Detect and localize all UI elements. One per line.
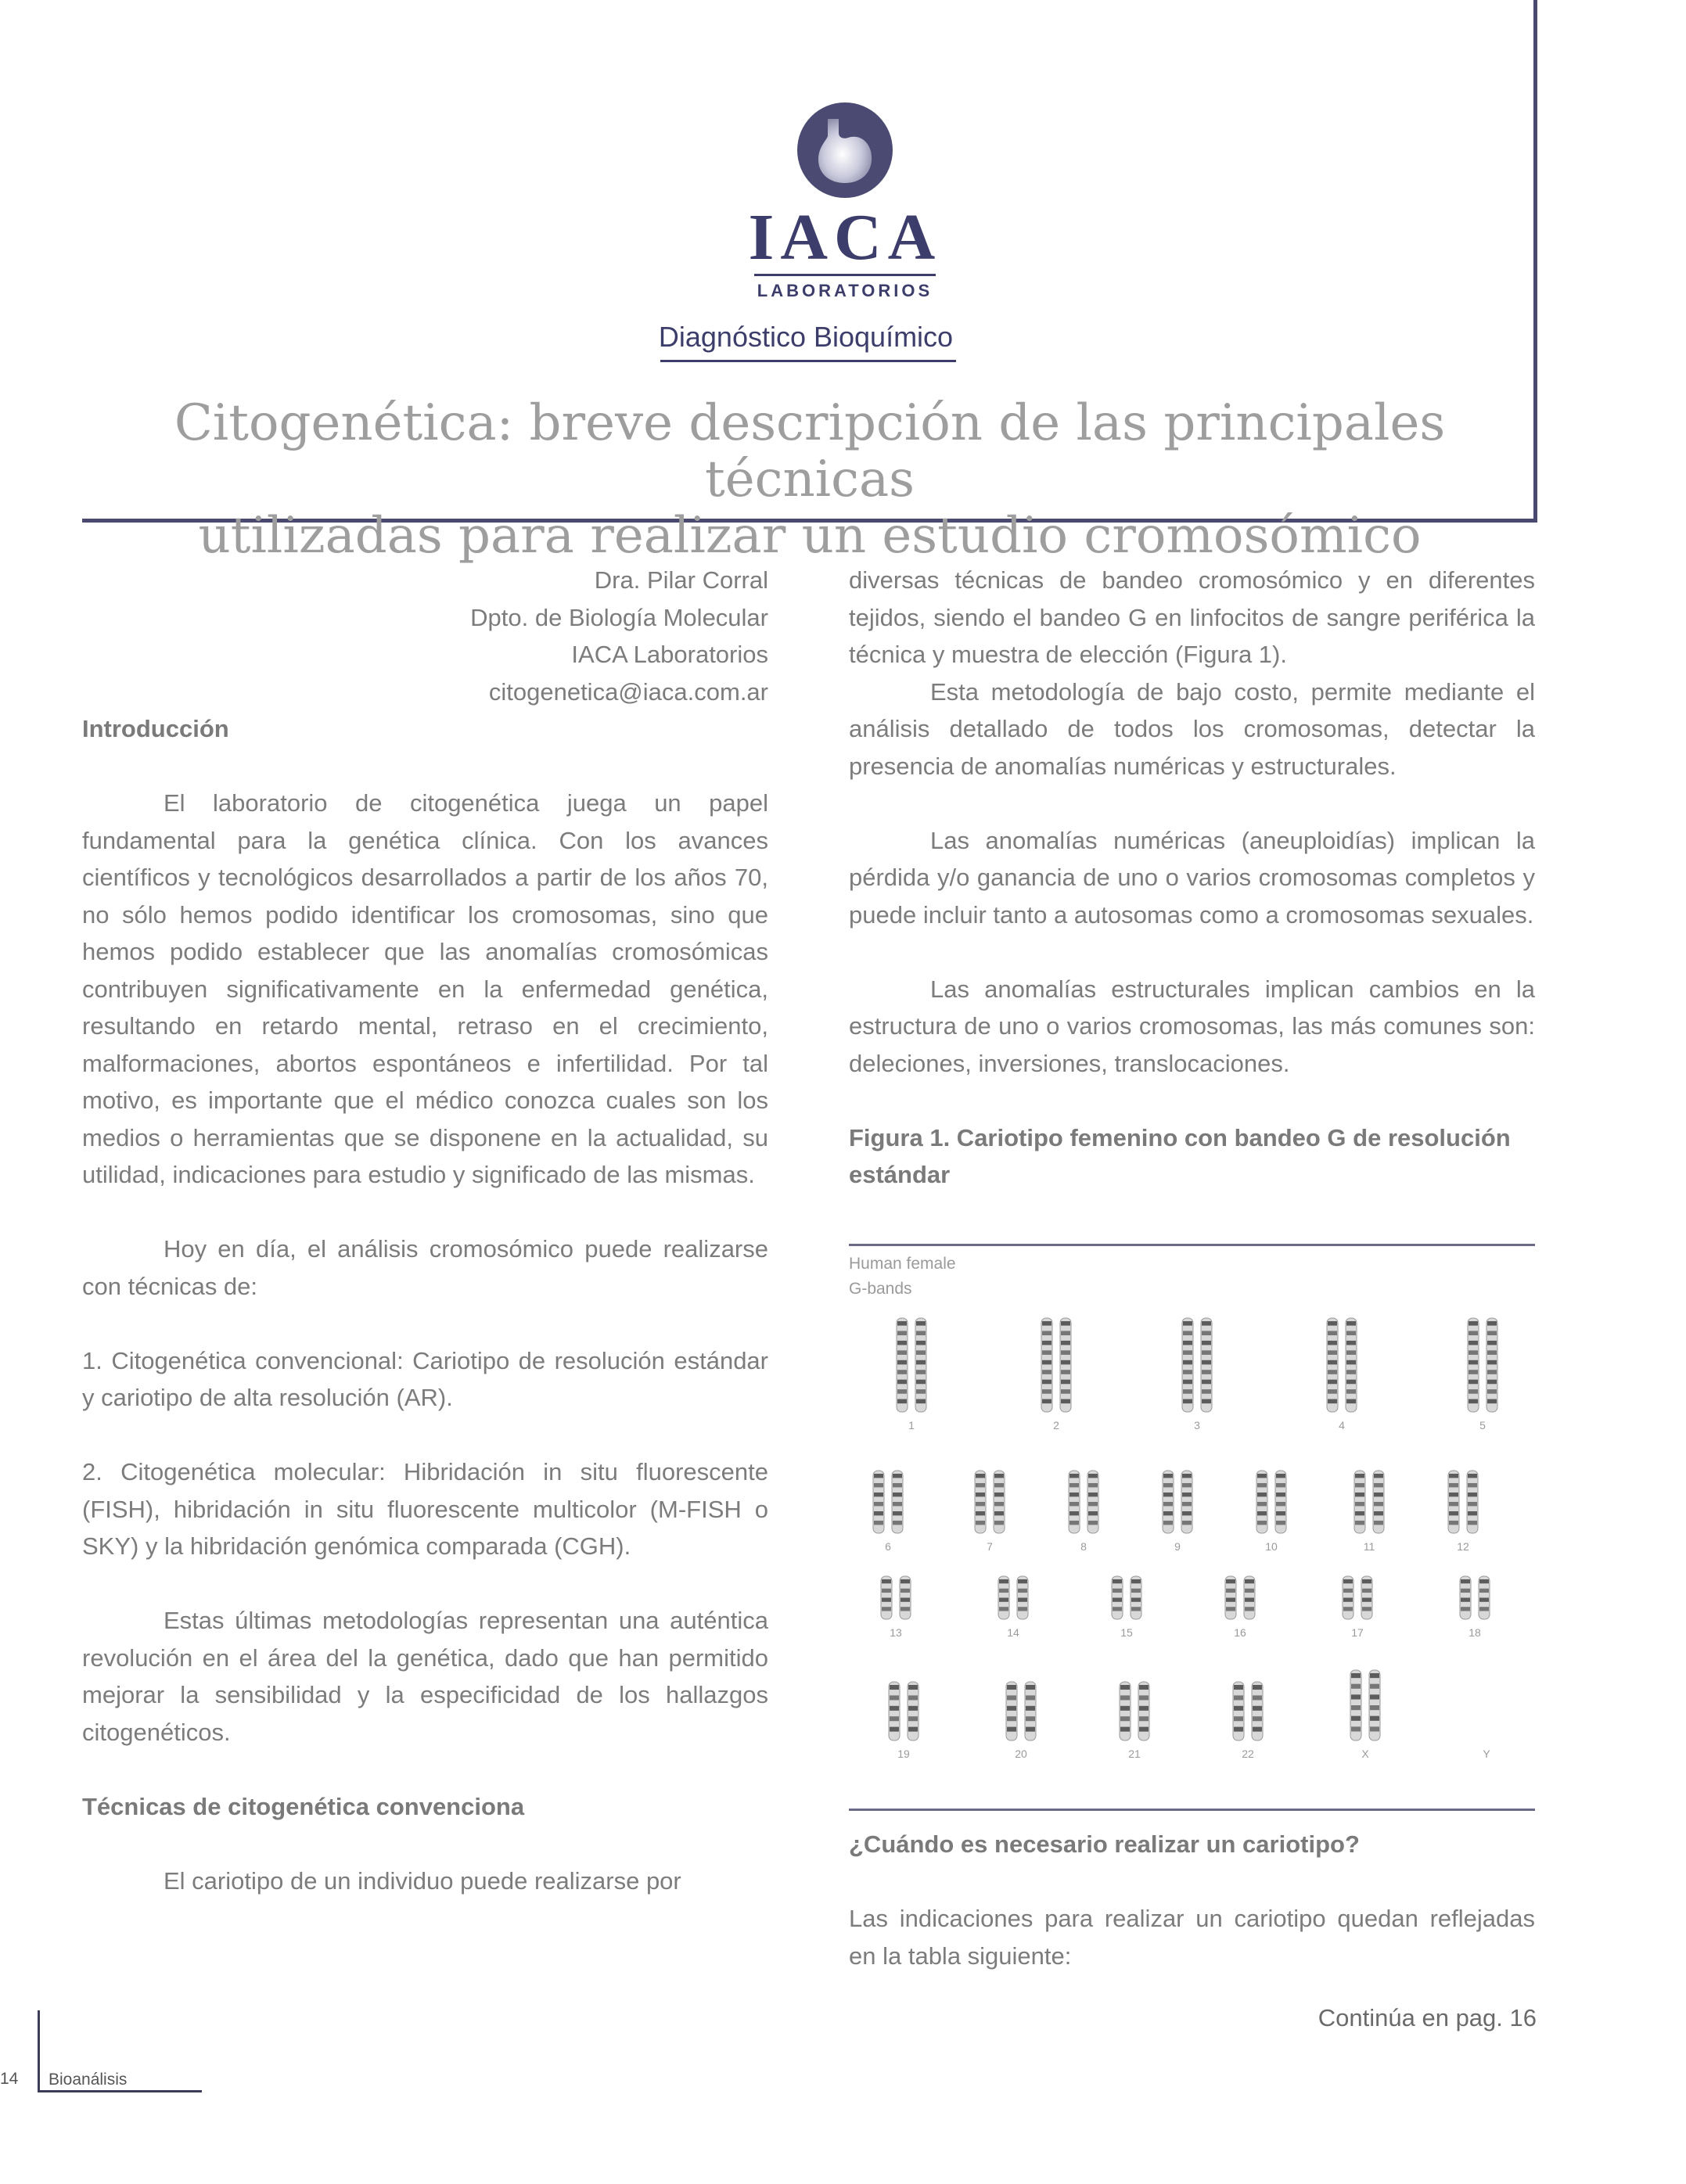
chromosome-pair-9 bbox=[1163, 1471, 1192, 1553]
chromosome-pair-2 bbox=[1041, 1318, 1071, 1431]
chromosome-label-9: 9 bbox=[1174, 1540, 1181, 1553]
chromosome-label-16: 16 bbox=[1234, 1626, 1246, 1639]
author-dept: Dpto. de Biología Molecular bbox=[470, 603, 768, 631]
chromosome-label-10: 10 bbox=[1265, 1540, 1278, 1553]
chromosome-pair-18 bbox=[1460, 1576, 1490, 1639]
question-heading: ¿Cuándo es necesario realizar un cariotipo? bbox=[849, 1830, 1360, 1858]
chromosome-label-18: 18 bbox=[1469, 1626, 1481, 1639]
author-email[interactable]: citogenetica@iaca.com.ar bbox=[488, 677, 768, 706]
continued-note: Continúa en pag. 16 bbox=[1318, 2004, 1537, 2031]
chromosome-pair-14 bbox=[998, 1576, 1028, 1639]
banding-paragraph: diversas técnicas de bandeo cromosómico y en diferentes tejidos, siendo el bandeo G en linfocitos de sangre periférica la técnica y muestra de elección (Figura 1). bbox=[849, 566, 1535, 668]
chromosome-label-3: 3 bbox=[1194, 1419, 1200, 1431]
numeric-anomalies-paragraph: Las anomalías numéricas (aneuploidías) implican la pérdida y/o ganancia de uno o varios cromosomas completos y puede incluir tanto a autosomas como a cromosomas sexuales. bbox=[849, 826, 1535, 929]
chromosome-pair-17 bbox=[1343, 1576, 1372, 1639]
chromosome-label-X: X bbox=[1361, 1748, 1369, 1760]
chromosome-pair-1 bbox=[897, 1318, 926, 1431]
chromosome-label-7: 7 bbox=[987, 1540, 993, 1553]
logo-subtitle: LABORATORIOS bbox=[757, 281, 933, 300]
flask-drop-icon bbox=[796, 102, 893, 199]
author-org: IACA Laboratorios bbox=[571, 641, 768, 668]
chromosome-pair-22 bbox=[1233, 1682, 1263, 1760]
technique-item-1: 1. Citogenética convencional: Cariotipo de resolución estándar y cariotipo de alta resolución (AR). bbox=[82, 1346, 768, 1411]
chromosome-pair-13 bbox=[881, 1576, 911, 1639]
methodology-paragraph: Esta metodología de bajo costo, permite mediante el análisis detallado de todos los cromosomas, detectar la presencia de anomalías numéricas y estructurales. bbox=[849, 677, 1535, 780]
chromosome-label-13: 13 bbox=[890, 1626, 902, 1639]
figure-caption: Figura 1. Cariotipo femenino con bandeo G de resolución estándar bbox=[849, 1123, 1511, 1188]
magazine-name: Bioanálisis bbox=[49, 2071, 128, 2089]
chromosome-label-Y: Y bbox=[1483, 1748, 1490, 1760]
figure-bottom-rule bbox=[849, 1809, 1535, 1811]
chromosome-pair-4 bbox=[1327, 1318, 1357, 1431]
chromosome-pair-X bbox=[1350, 1670, 1380, 1760]
title-line-2: utilizadas para realizar un estudio cromosómico bbox=[198, 507, 1422, 565]
chromosome-pair-Y bbox=[1483, 1748, 1490, 1760]
chromosome-label-1: 1 bbox=[908, 1419, 915, 1431]
chromosome-label-17: 17 bbox=[1351, 1626, 1364, 1639]
chromosome-label-14: 14 bbox=[1007, 1626, 1019, 1639]
chromosome-label-4: 4 bbox=[1339, 1419, 1345, 1431]
chromosome-label-20: 20 bbox=[1015, 1748, 1027, 1760]
chromosome-label-15: 15 bbox=[1120, 1626, 1133, 1639]
technique-item-2: 2. Citogenética molecular: Hibridación in situ fluorescente (FISH), hibridación in situ fluorescente multicolor (M-FISH o SKY) y la hibridación genómica comparada (CGH). bbox=[82, 1458, 768, 1560]
chromosome-pair-7 bbox=[975, 1471, 1005, 1553]
section-label: Diagnóstico Bioquímico bbox=[658, 321, 954, 353]
chromosome-label-8: 8 bbox=[1080, 1540, 1087, 1553]
author-name: Dra. Pilar Corral bbox=[594, 566, 768, 594]
section-underline bbox=[660, 360, 956, 362]
footer-vertical-rule bbox=[38, 2010, 40, 2092]
chromosome-label-11: 11 bbox=[1363, 1540, 1375, 1553]
logo-rule bbox=[754, 274, 936, 276]
right-column-bottom bbox=[849, 1826, 1535, 1974]
chromosome-pair-8 bbox=[1069, 1471, 1098, 1553]
article-title bbox=[82, 395, 1537, 564]
right-column bbox=[849, 562, 1535, 1194]
karyotype-figure bbox=[849, 1252, 1535, 1799]
figure-label-1: Human female bbox=[849, 1255, 956, 1273]
figure-label-2: G-bands bbox=[849, 1280, 912, 1298]
chromosome-label-6: 6 bbox=[885, 1540, 891, 1553]
techniques-paragraph: Hoy en día, el análisis cromosómico puede realizarse con técnicas de: bbox=[82, 1235, 768, 1300]
chromosome-pair-10 bbox=[1256, 1471, 1286, 1553]
chromosome-label-12: 12 bbox=[1457, 1540, 1469, 1553]
chromosome-label-21: 21 bbox=[1128, 1748, 1141, 1760]
chromosome-pair-5 bbox=[1468, 1318, 1497, 1431]
chromosome-pair-12 bbox=[1448, 1471, 1478, 1553]
chromosome-label-22: 22 bbox=[1242, 1748, 1254, 1760]
chromosome-pair-6 bbox=[873, 1471, 903, 1553]
page-number: 14 bbox=[0, 2070, 19, 2088]
chromosome-pair-20 bbox=[1006, 1682, 1036, 1760]
chromosome-label-19: 19 bbox=[897, 1748, 910, 1760]
intro-heading: Introducción bbox=[82, 715, 229, 742]
chromosome-pair-15 bbox=[1112, 1576, 1141, 1639]
karyotype-paragraph: El cariotipo de un individuo puede realizarse por bbox=[164, 1866, 681, 1895]
chromosome-label-5: 5 bbox=[1479, 1419, 1486, 1431]
chromosome-pair-16 bbox=[1225, 1576, 1255, 1639]
indications-paragraph: Las indicaciones para realizar un cariotipo quedan reflejadas en la tabla siguiente: bbox=[849, 1905, 1535, 1970]
karyotype-image bbox=[849, 1310, 1535, 1795]
chromosome-pair-3 bbox=[1182, 1318, 1212, 1431]
title-line-1: Citogenética: breve descripción de las principales técnicas bbox=[174, 394, 1446, 508]
figure-top-rule bbox=[849, 1244, 1535, 1246]
left-column bbox=[82, 562, 768, 1899]
iaca-logo bbox=[688, 102, 1001, 300]
chromosome-pair-19 bbox=[889, 1682, 918, 1760]
conventional-heading: Técnicas de citogenética convenciona bbox=[82, 1792, 525, 1820]
chromosome-pair-21 bbox=[1120, 1682, 1149, 1760]
logo-wordmark: IACA bbox=[748, 201, 942, 274]
footer-horizontal-rule bbox=[38, 2090, 202, 2092]
methodologies-paragraph: Estas últimas metodologías representan una auténtica revolución en el área del la genética, dado que han permitido mejorar la sensibilidad y la especificidad de los hallazgos citogenéticos. bbox=[82, 1607, 768, 1746]
chromosome-pair-11 bbox=[1354, 1471, 1384, 1553]
structural-anomalies-paragraph: Las anomalías estructurales implican cambios en la estructura de uno o varios cromosomas, las más comunes son: deleciones, inversiones, translocaciones. bbox=[849, 975, 1535, 1077]
intro-paragraph: El laboratorio de citogenética juega un papel fundamental para la genética clínica. Con los avances científicos y tecnológicos desarrollados a partir de los años 70, no sólo hemos podido identificar los cromosomas, sino que hemos podido establecer que las anomalías cromosómicas contribuyen significativamente en la enfermedad genética, resultando en retardo mental, retraso en el crecimiento, malformaciones, abortos espontáneos e infertilidad. Por tal motivo, es importante que el médico conozca cuales son los medios o herramientas que se disponene en la actualidad, su utilidad, indicaciones para estudio y significado de las mismas. bbox=[82, 789, 768, 1188]
chromosome-label-2: 2 bbox=[1053, 1419, 1059, 1431]
